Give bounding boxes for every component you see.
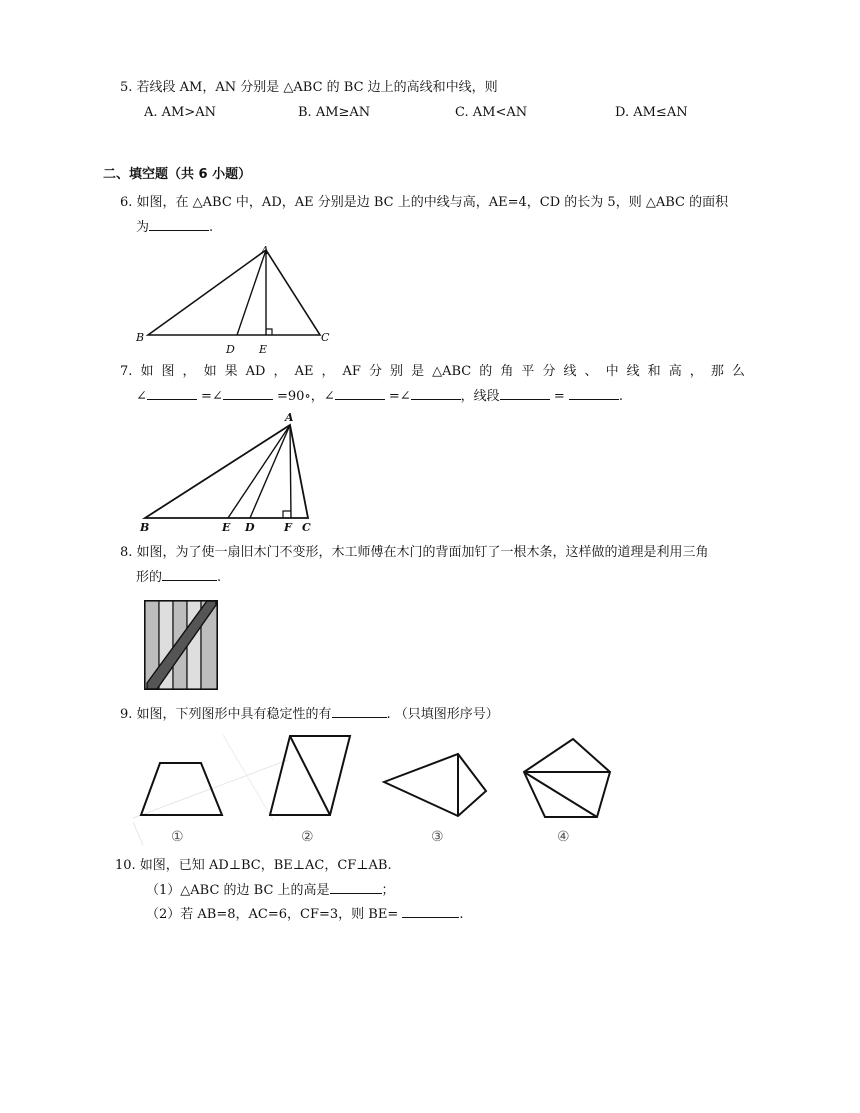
q10-sub2 [146,904,463,925]
q7-answer-line [136,386,623,407]
q7-stem [120,362,745,382]
q7-blank-6[interactable] [569,386,619,400]
q7-angle-symbol: ∠ [136,389,147,404]
q7-token: ， [689,364,703,379]
q7-token: 么 [731,364,745,379]
q7-token: 7. [120,364,133,379]
q7-label-e: E [222,521,231,534]
q7-equals: = [201,389,212,404]
door-figure [143,599,219,691]
q7-token: 线 [563,364,577,379]
q9-number-1: ① [171,829,184,845]
q9-prefix: 9. 如图，下列图形中具有稳定性的有 [120,707,332,722]
q7-blank-3[interactable] [335,386,385,400]
q7-token: 果 [224,364,238,379]
q7-token: 别 [390,364,404,379]
q8-answer-line [136,567,221,588]
q5-option-a: A. AM>AN [144,105,217,120]
q7-blank-1[interactable] [147,386,197,400]
q10-sub1-prefix: （1）△ABC 的边 BC 上的高是 [146,883,330,898]
q7-token: 的 [479,364,493,379]
q9-stem [120,704,499,725]
q8-stem: 8. 如图，为了使一扇旧木门不变形，木工师傅在木门的背面加钉了一根木条，这样做的道理是利用三角 [120,545,709,560]
q6-label-e: E [259,343,268,356]
q7-token: 如 [203,364,217,379]
q7-blank-4[interactable] [411,386,461,400]
q7-end: . [618,389,623,404]
section-title: 二、填空题（共 6 小题） [103,167,252,182]
kite-shape [384,754,486,816]
q7-token: △ABC [432,364,472,379]
q7-token: 和 [647,364,661,379]
q7-token: 分 [542,364,556,379]
q7-token: 是 [411,364,425,379]
q7-token: AD [245,364,266,379]
q9-number-3: ③ [431,829,444,845]
q7-angle-symbol: ∠ [211,389,223,404]
q6-label-d: D [226,343,235,356]
q5-stem: 5. 若线段 AM，AN 分别是 △ABC 的 BC 边上的高线和中线，则 [120,80,498,95]
q8-suffix: . [217,570,222,585]
q6-label-b: B [136,331,145,344]
q7-label-a: A [285,411,294,424]
q7-equals: = [549,389,569,404]
q5-option-c: C. AM<AN [455,105,528,120]
q10-sub2-prefix: （2）若 AB=8，AC=6，CF=3，则 BE= [146,907,403,922]
q7-token: AE [294,364,314,379]
q6-answer-line [136,217,213,238]
pentagon-shape [524,739,610,817]
q7-token: 线 [626,364,640,379]
q7-token: ， [273,364,287,379]
q6-blank[interactable] [149,217,209,231]
q7-token: ， [182,364,196,379]
q7-token: 角 [500,364,514,379]
q7-equals: = [388,389,400,404]
q9-suffix: . （只填图形序号） [386,707,499,722]
q9-shapes-figure [133,730,623,852]
q7-token: AF [342,364,361,379]
q7-token: 那 [710,364,724,379]
q7-eq-90: =90∘， [277,389,324,404]
q7-label-b: B [140,521,150,534]
q7-token: 如 [140,364,154,379]
q6-triangle-figure [130,243,340,358]
q7-blank-5[interactable] [500,386,550,400]
q7-token: 高 [668,364,682,379]
q7-token: 分 [368,364,382,379]
q10-sub1 [146,880,395,901]
q7-token: 图 [161,364,175,379]
q10-blank-2[interactable] [402,904,459,918]
q8-blank[interactable] [162,567,217,581]
q6-prefix: 为 [136,220,150,235]
q10-sub1-suffix: ； [381,883,395,898]
q7-triangle-figure [132,408,322,536]
q7-blank-2[interactable] [223,386,273,400]
q7-angle-symbol: ∠ [399,389,411,404]
q7-label-d: D [245,521,255,534]
q7-label-f: F [284,521,292,534]
q10-blank-1[interactable] [330,880,382,894]
q7-token: ， [321,364,335,379]
q6-label-a: A [261,244,269,257]
q9-blank[interactable] [332,704,387,718]
q5-option-b: B. AM≥AN [298,105,371,120]
q10-sub2-suffix: . [459,907,464,922]
q6-suffix: . [209,220,214,235]
q6-label-c: C [321,331,330,344]
q5-option-d: D. AM≤AN [615,105,688,120]
q9-number-2: ② [301,829,314,845]
q8-prefix: 形的 [136,570,163,585]
q7-token: 平 [521,364,535,379]
q7-token: 中 [605,364,619,379]
q7-token: 、 [584,364,598,379]
q6-stem: 6. 如图，在 △ABC 中，AD，AE 分别是边 BC 上的中线与高，AE=4，CD 的长为 5，则 △ABC 的面积 [120,195,729,210]
q7-label-c: C [302,521,311,534]
q7-segment-text: ，线段 [460,389,500,404]
q9-number-4: ④ [557,829,570,845]
q7-angle-symbol: ∠ [323,389,335,404]
q10-stem: 10. 如图，已知 AD⊥BC，BE⊥AC，CF⊥AB. [115,858,392,873]
